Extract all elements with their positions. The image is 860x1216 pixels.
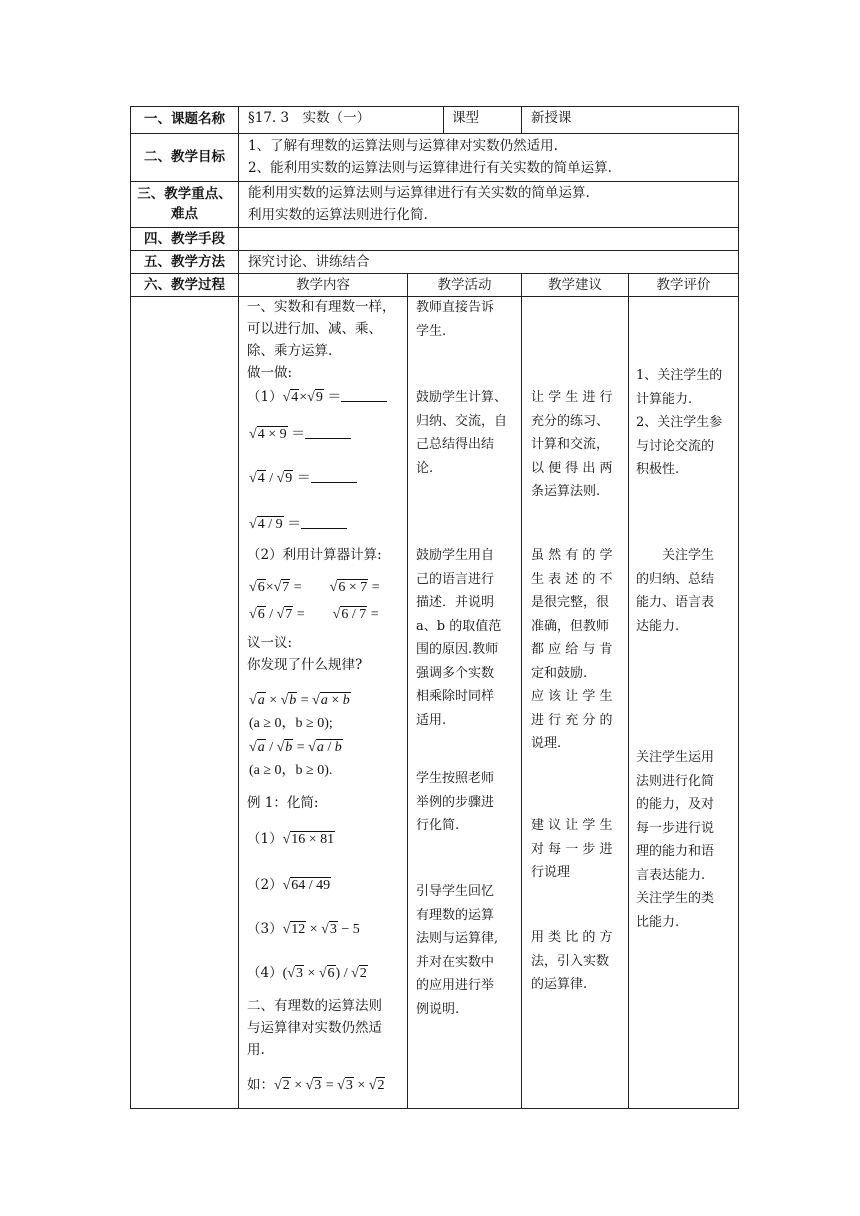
col-header-content: 教学内容 (296, 277, 350, 293)
grid-line (130, 250, 739, 251)
evaluation-line: 积极性. (636, 462, 680, 477)
advice-line: 条运算法则. (531, 484, 601, 499)
row-label-key-points (131, 184, 238, 224)
ex-label: （2） (247, 877, 283, 893)
grid-line (521, 106, 522, 134)
evaluation-line: 2、关注学生参 (636, 415, 723, 430)
advice-line: 准确，但教师 (531, 618, 610, 634)
formula-sqrt-4x9: √4 × 9 ＝ (249, 424, 351, 446)
evaluation-line: 理的能力和语 (636, 844, 715, 859)
activity-line: 法则与运算律, (416, 931, 499, 946)
evaluation-line: 关注学生 (636, 548, 715, 563)
rule-divide: √a / √b = √a / b (249, 740, 342, 755)
advice-line: 让 学 生 进 行 (531, 390, 613, 405)
grid-line (738, 106, 739, 1109)
example-2: （2）√64 / 49 (247, 877, 331, 893)
evaluation-line: 关注学生的类 (636, 891, 715, 906)
formula-calc-row1: √6×√7 = √6 × 7 = (249, 580, 380, 595)
part2-line: 与运算律对实数仍然适 (247, 1020, 382, 1036)
evaluation-2 (636, 544, 714, 638)
discuss-block (247, 632, 362, 676)
grid-line (521, 273, 522, 1109)
grid-line (443, 106, 444, 134)
grid-line (238, 106, 239, 1109)
ex-label: （1） (247, 831, 283, 847)
formula-q1: （1）√4×√9 ＝ (247, 386, 387, 409)
col-header-advice: 教学建议 (548, 277, 602, 293)
evaluation-line: 计算能力. (636, 391, 693, 407)
try-label: 做一做: (247, 365, 293, 381)
evaluation-line: 关注学生运用 (636, 750, 715, 765)
row-label-method: 五、教学方法 (144, 254, 225, 270)
activity-line: 相乘除时同样 (416, 689, 495, 704)
activity-line: 的应用进行举 (416, 978, 495, 993)
discover-question: 你发现了什么规律? (247, 657, 363, 673)
activity-line: 行化简. (416, 818, 460, 833)
such-as-example: 如：√2 × √3 = √3 × √2 (247, 1077, 385, 1093)
activity-line: 强调多个实数 (416, 665, 495, 681)
activity-1 (416, 296, 494, 343)
activity-line: 学生按照老师 (416, 771, 495, 786)
rule-multiply-condition: (a ≥ 0，b ≥ 0); (249, 716, 333, 731)
grid-line (130, 133, 739, 134)
lesson-type-value: 新授课 (531, 110, 572, 126)
course-topic: §17. 3 实数（一） (248, 110, 371, 126)
activity-line: 引导学生回忆 (416, 884, 495, 899)
rule-multiply: √a × √b = √a × b (249, 693, 350, 708)
evaluation-line: 言表达能力. (636, 867, 706, 883)
advice-line: 说理. (531, 736, 562, 751)
example-1: （1）√16 × 81 (247, 831, 335, 847)
activity-line: 己的语言进行 (416, 571, 495, 587)
lesson-type-label: 课型 (452, 110, 479, 126)
evaluation-3 (636, 746, 714, 934)
ex-label: （3） (247, 921, 283, 937)
evaluation-line: 能力、语言表 (636, 595, 715, 610)
key-point-1: 能利用实数的运算法则与运算律进行有关实数的简单运算. (248, 185, 590, 201)
method-value: 探究讨论、讲练结合 (248, 254, 370, 270)
advice-line: 都 应 给 与 肯 (531, 642, 613, 657)
activity-line: 有理数的运算 (416, 907, 495, 923)
part2-line: 二、有理数的运算法则 (247, 998, 382, 1014)
intro-line: 一、实数和有理数一样， (247, 299, 396, 315)
advice-1 (531, 386, 613, 504)
activity-line: a、b 的取值范 (416, 618, 502, 634)
row-label-key-points-a: 三、教学重点、 (137, 186, 232, 202)
activity-5 (416, 880, 498, 1021)
evaluation-line: 比能力. (636, 914, 680, 930)
key-points-text (248, 182, 590, 226)
grid-line (628, 273, 629, 1109)
col-header-activity: 教学活动 (437, 277, 492, 293)
evaluation-line: 的能力，及对 (636, 797, 715, 812)
advice-line: 法，引入实数 (531, 953, 610, 969)
objectives-text (248, 135, 612, 179)
grid-line (130, 1108, 739, 1109)
objective-2: 2、能利用实数的运算法则与运算律进行有关实数的简单运算. (248, 160, 612, 176)
activity-line: 己总结得出结 (416, 437, 495, 452)
such-as-label: 如： (247, 1077, 274, 1093)
grid-line (407, 273, 408, 1109)
activity-line: 归纳、交流，自 (416, 413, 508, 429)
activity-line: 鼓励学生用自 (416, 548, 495, 563)
advice-line: 进 行 充 分 的 (531, 712, 613, 728)
grid-line (130, 106, 739, 107)
activity-line: 并对在实数中 (416, 954, 495, 970)
objective-1: 1、了解有理数的运算法则与运算律对实数仍然适用. (248, 138, 558, 154)
advice-line: 是很完整，很 (531, 595, 610, 610)
activity-line: 围的原因.教师 (416, 642, 499, 657)
example-4: （4）(√3 × √6) / √2 (247, 965, 367, 981)
evaluation-line: 法则进行化简 (636, 773, 715, 789)
advice-line: 建 议 让 学 生 (531, 818, 613, 833)
content-intro (247, 296, 396, 384)
formula-sqrt4-div-sqrt9: √4 / √9 ＝ (249, 468, 357, 490)
evaluation-line: 每一步进行说 (636, 820, 715, 836)
advice-line: 以 便 得 出 两 (531, 460, 613, 476)
advice-line: 充分的练习、 (531, 413, 610, 429)
row-label-objectives: 二、教学目标 (144, 149, 225, 165)
advice-line: 应 该 让 学 生 (531, 689, 613, 704)
formula-calc-row2: √6 / √7 = √6 / 7 = (249, 607, 379, 622)
row-label-course-name: 一、课题名称 (144, 111, 225, 127)
advice-line: 生 表 述 的 不 (531, 571, 613, 587)
col-header-evaluation: 教学评价 (656, 277, 711, 293)
key-point-2: 利用实数的运算法则进行化简. (248, 207, 428, 223)
activity-line: 教师直接告诉 (416, 300, 495, 315)
activity-line: 适用. (416, 712, 447, 728)
evaluation-line: 达能力. (636, 618, 680, 634)
rule-divide-condition: (a ≥ 0，b ≥ 0). (249, 763, 333, 778)
activity-line: 学生. (416, 323, 447, 339)
ex-label: （4） (247, 965, 283, 981)
formula-sqrt-4div9: √4 / 9 ＝ (249, 514, 347, 536)
advice-4 (531, 926, 613, 997)
evaluation-line: 与讨论交流的 (636, 438, 715, 454)
activity-4 (416, 767, 494, 838)
row-label-process: 六、教学过程 (144, 277, 225, 293)
part2-line: 用. (247, 1042, 265, 1058)
advice-3 (531, 814, 613, 885)
q1-label: （1） (247, 389, 283, 405)
example-label: 例 1：化简: (247, 795, 319, 811)
activity-2 (416, 386, 507, 480)
evaluation-line: 1、关注学生的 (636, 368, 723, 383)
evaluation-1 (636, 364, 722, 482)
advice-line: 的运算律. (531, 977, 588, 992)
advice-line: 虽 然 有 的 学 (531, 548, 613, 563)
advice-line: 定和鼓励. (531, 665, 588, 681)
advice-line: 用 类 比 的 方 (531, 930, 613, 945)
advice-line: 对 每 一 步 进 (531, 841, 613, 857)
intro-line: 可以进行加、减、乘、 (247, 321, 382, 337)
advice-line: 行说理 (531, 865, 571, 880)
example-3: （3）√12 × √3 − 5 (247, 921, 360, 937)
activity-line: 描述．并说明 (416, 595, 495, 610)
activity-3 (416, 544, 501, 732)
discuss-label: 议一议: (247, 635, 293, 651)
part2-text (247, 995, 382, 1061)
activity-line: 论. (416, 460, 434, 476)
intro-line: 除、乘方运算. (247, 343, 333, 359)
advice-line: 计算和交流， (531, 437, 610, 452)
row-label-means: 四、教学手段 (144, 231, 225, 247)
advice-2 (531, 544, 613, 756)
activity-line: 鼓励学生计算、 (416, 390, 508, 405)
activity-line: 例说明. (416, 1001, 460, 1017)
grid-line (130, 227, 739, 228)
evaluation-line: 的归纳、总结 (636, 571, 715, 587)
q2-label: （2）利用计算器计算: (247, 547, 382, 563)
activity-line: 举例的步骤进 (416, 794, 495, 810)
row-label-key-points-b: 难点 (171, 206, 198, 222)
